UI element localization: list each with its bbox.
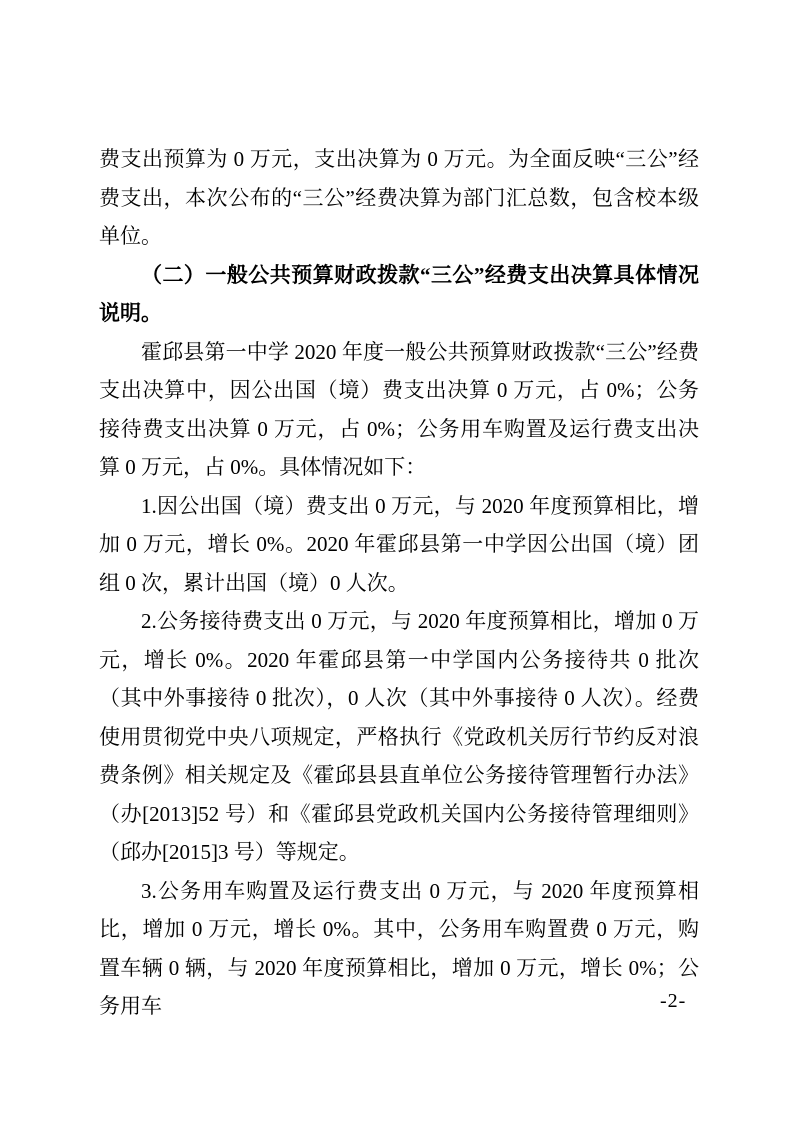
paragraph-item-2-reception-expenses: 2.公务接待费支出 0 万元，与 2020 年度预算相比，增加 0 万元，增长 0%。2020 年霍邱县第一中学国内公务接待共 0 批次（其中外事接待 0 批次），0 人次（其中外事接待 0 人次）。经费使用贯彻党中央八项规定，严格执行《党政机关厉行节约反对浪费条例》相关规定及《霍邱县县直单位公务接待管理暂行办法》（办[2013]52 号）和《霍邱县党政机关国内公务接待管理细则》（邱办[2015]3 号）等规定。 <box>99 609 699 864</box>
paragraph-continuation: 费支出预算为 0 万元，支出决算为 0 万元。为全面反映“三公”经费支出，本次公布的“三公”经费决算为部门汇总数，包含校本级单位。 <box>99 147 699 248</box>
paragraph-overview: 霍邱县第一中学 2020 年度一般公共预算财政拨款“三公”经费支出决算中，因公出国（境）费支出决算 0 万元，占 0%；公务接待费支出决算 0 万元，占 0%；公务用车购置及运行费支出决算 0 万元，占 0%。具体情况如下： <box>99 339 699 479</box>
paragraph-item-3-vehicle-expenses: 3.公务用车购置及运行费支出 0 万元，与 2020 年度预算相比，增加 0 万元，增长 0%。其中，公务用车购置费 0 万元，购置车辆 0 辆，与 2020 年度预算相比，增加 0 万元，增长 0%；公务用车 <box>99 878 699 1018</box>
section-heading: （二）一般公共预算财政拨款“三公”经费支出决算具体情况说明。 <box>99 262 699 325</box>
page-number: -2- <box>660 990 687 1012</box>
document-body <box>99 140 699 1026</box>
paragraph-item-1-abroad-expenses: 1.因公出国（境）费支出 0 万元，与 2020 年度预算相比，增加 0 万元，增长 0%。2020 年霍邱县第一中学因公出国（境）团组 0 次，累计出国（境）0 人次。 <box>99 493 699 595</box>
